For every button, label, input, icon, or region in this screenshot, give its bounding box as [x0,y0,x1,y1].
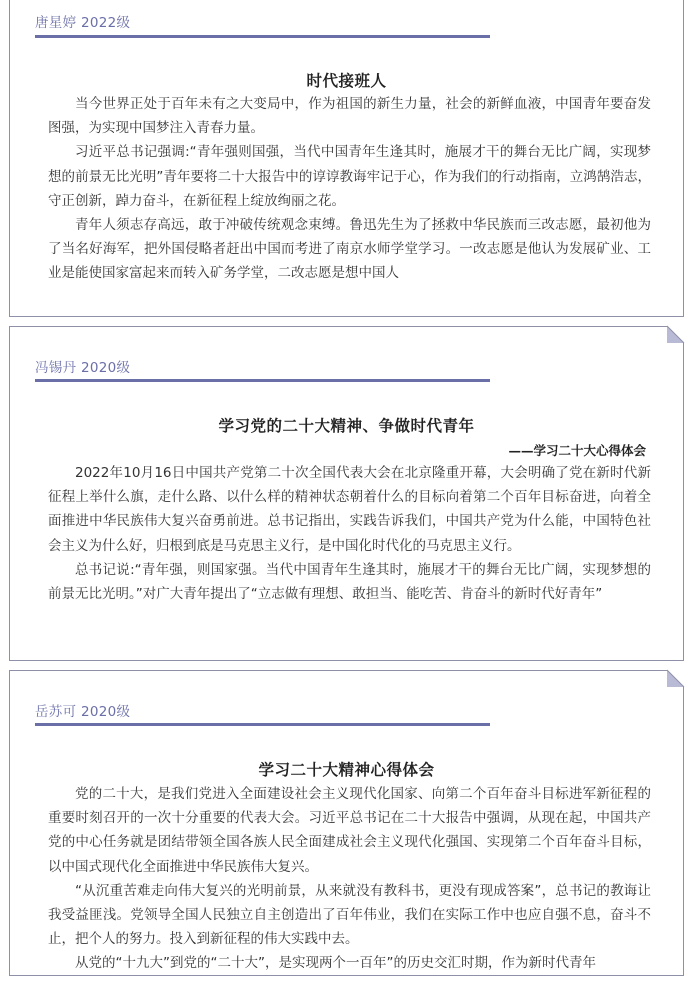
paragraph: 总书记说:“青年强，则国家强。当代中国青年生逢其时，施展才干的舞台无比广阔，实现梦想的前景无比光明。”对广大青年提出了“立志做有理想、敢担当、能吃苦、肯奋斗的新时代好青年” [48,561,651,603]
essay-card-3 [9,670,684,976]
author-name: 岳苏可 2020级 [35,704,131,720]
essay-title: 学习二十大精神心得体会 [258,761,435,779]
essay-body [48,92,651,282]
author-underline [35,723,490,726]
paragraph: “从沉重苦难走向伟大复兴的光明前景，从来就没有教科书，更没有现成答案”，总书记的教诲让我受益匪浅。党领导全国人民独立自主创造出了百年伟业，我们在实际工作中也应自强不息，奋斗不止，把个人的努力。投入到新征程的伟大实践中去。 [48,882,651,948]
paragraph: 从党的“十九大”到党的“二十大”，是实现两个一百年”的历史交汇时期，作为新时代青年 [75,955,596,972]
essay-subtitle: ——学习二十大心得体会 [508,443,646,458]
essay-title: 时代接班人 [306,72,387,90]
essay-card-2 [9,326,684,661]
essay-title: 学习党的二十大精神、争做时代青年 [218,417,475,435]
essay-body [48,782,651,982]
paragraph: 党的二十大，是我们党进入全面建设社会主义现代化国家、向第二个百年奋斗目标进军新征程的重要时刻召开的一次十分重要的代表大会。习近平总书记在二十大报告中强调，从现在起，中国共产党的中心任务就是团结带领全国各族人民全面建成社会主义现代化强国、实现第二个百年奋斗目标，以中国式现代化全面推进中华民族伟大复兴。 [48,786,651,875]
paragraph: 当今世界正处于百年未有之大变局中，作为祖国的新生力量，社会的新鲜血液，中国青年要奋发图强，为实现中国梦注入青春力量。 [48,96,651,137]
paragraph: 青年人须志存高远，敢于冲破传统观念束缚。鲁迅先生为了拯救中华民族而三改志愿，最初他为了当名好海军，把外国侵略者赶出中国而考进了南京水师学堂学习。一改志愿是他认为发展矿业、工业是能使国家富起来而转入矿务学堂，二改志愿是想中国人 [48,217,651,282]
corner-fold-icon [667,670,684,687]
paragraph: 习近平总书记强调:“青年强则国强，当代中国青年生逢其时，施展才干的舞台无比广阔，实现梦想的前景无比光明”青年要将二十大报告中的谆谆教诲牢记于心，作为我们的行动指南，立鸿鹄浩志，守正创新，踔力奋斗，在新征程上绽放绚丽之花。 [48,144,651,209]
essay-body [48,461,651,617]
author-name: 唐星婷 2022级 [35,15,131,31]
paragraph: 2022年10月16日中国共产党第二十次全国代表大会在北京隆重开幕，大会明确了党在新时代新征程上举什么旗，走什么路、以什么样的精神状态朝着什么的目标向着第二个百年目标奋进，向着全面推进中华民族伟大复兴奋勇前进。总书记指出，实践告诉我们，中国共产党为什么能，中国特色社会主义为什么好，归根到底是马克思主义行，是中国化时代化的马克思主义行。 [48,465,651,554]
author-underline [35,379,490,382]
author-name: 冯锡丹 2020级 [35,360,131,376]
corner-fold-icon [667,326,684,343]
author-underline [35,35,490,38]
essay-card-1 [9,0,684,317]
